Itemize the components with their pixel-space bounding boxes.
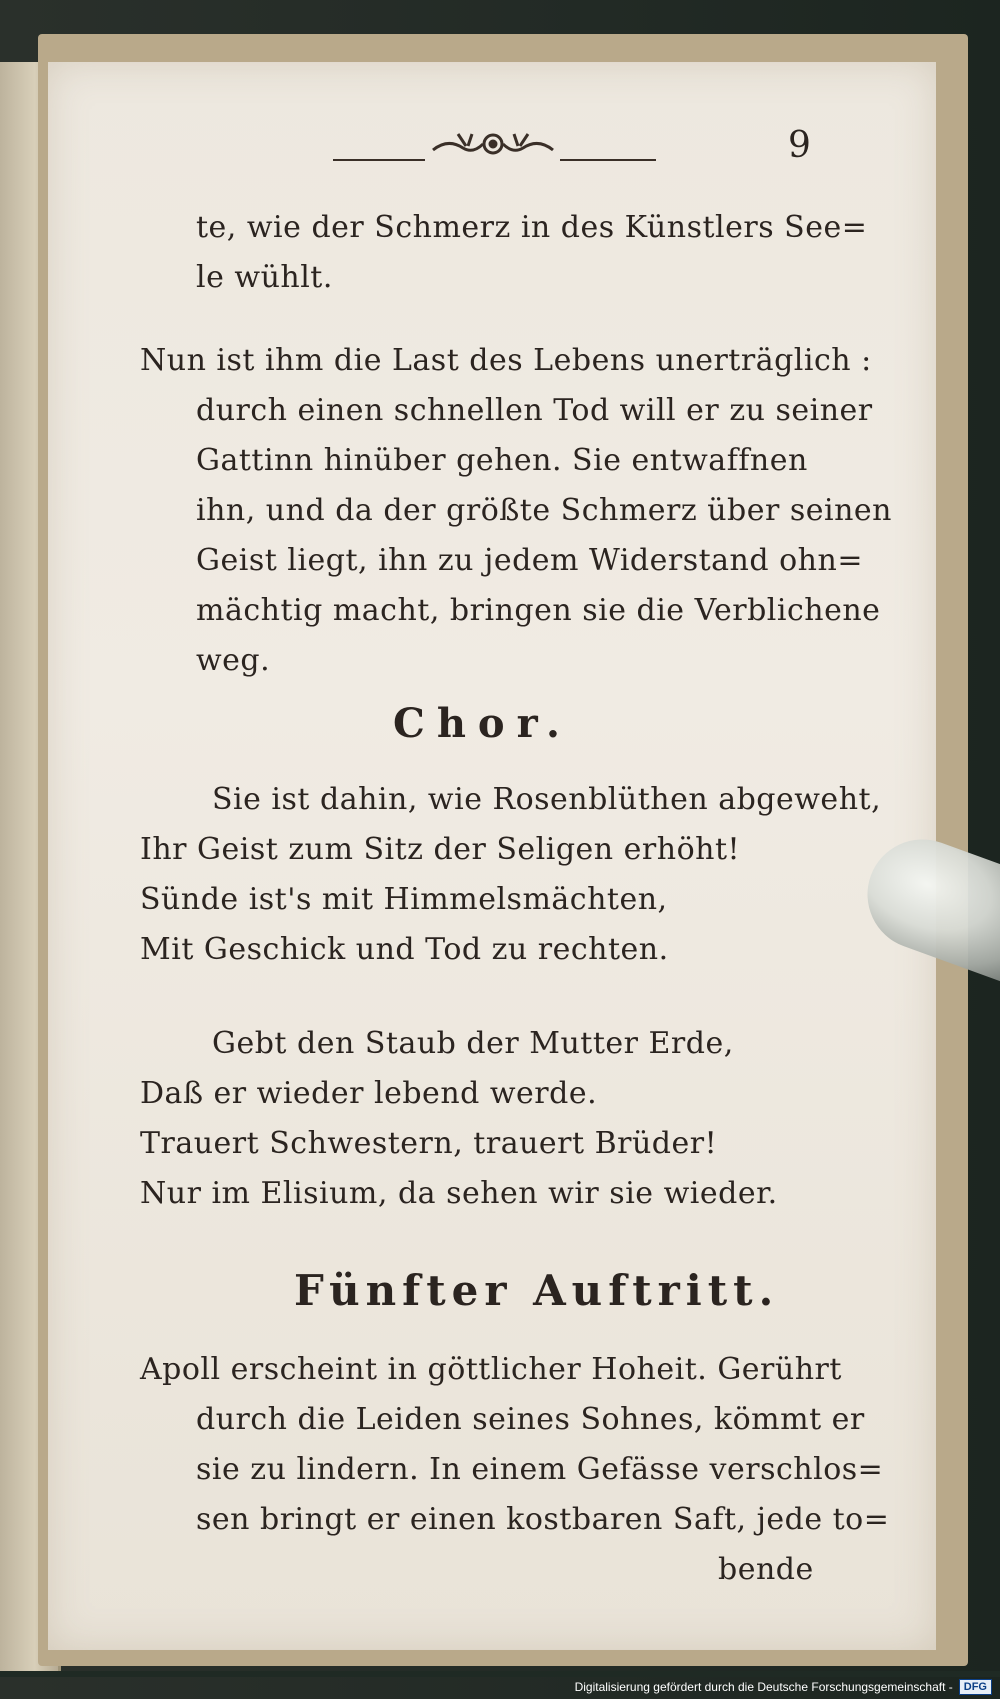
verse1-line-3: Sünde ist's mit Himmelsmächten, [140,882,668,917]
verse2-line-2: Daß er wieder lebend werde. [140,1076,598,1111]
text-line-9: weg. [196,643,271,678]
header-rule-right [560,159,656,161]
text-line-4: durch einen schnellen Tod will er zu seiner [196,393,873,428]
digitization-credit [575,1678,992,1696]
scene-line-2: durch die Leiden seines Sohnes, kömmt er [196,1402,865,1437]
text-line-6: ihn, und da der größte Schmerz über seinen [196,493,892,528]
verse2-line-1: Gebt den Staub der Mutter Erde, [212,1026,734,1061]
text-line-3: Nun ist ihm die Last des Lebens unerträglich : [140,343,872,378]
floral-ornament-icon [428,120,558,170]
header-rule-left [333,159,425,161]
text-line-2: le wühlt. [196,260,333,295]
text-line-1: te, wie der Schmerz in des Künstlers See= [196,210,868,245]
text-line-8: mächtig macht, bringen sie die Verblichene [196,593,881,628]
text-line-5: Gattinn hinüber gehen. Sie entwaffnen [196,443,808,478]
credit-text: Digitalisierung gefördert durch die Deutsche Forschungsgemeinschaft - [574,1680,953,1694]
verse2-line-3: Trauert Schwestern, trauert Brüder! [140,1126,718,1161]
verse1-line-1: Sie ist dahin, wie Rosenblüthen abgeweht, [212,782,882,817]
text-line-7: Geist liegt, ihn zu jedem Widerstand ohn= [196,543,863,578]
chor-heading: Chor. [393,700,572,747]
scene-line-4: sen bringt er einen kostbaren Saft, jede to= [196,1502,890,1537]
scene-line-1: Apoll erscheint in göttlicher Hoheit. Gerührt [140,1352,842,1387]
scene-line-5: bende [718,1552,814,1587]
verse2-line-4: Nur im Elisium, da sehen wir sie wieder. [140,1176,778,1211]
scene-heading: Fünfter Auftritt. [294,1266,780,1315]
page-number: 9 [788,125,812,166]
scene-line-3: sie zu lindern. In einem Gefässe verschlos= [196,1452,884,1487]
footer-bar [0,1671,1000,1677]
verse1-line-4: Mit Geschick und Tod zu rechten. [140,932,669,967]
verse1-line-2: Ihr Geist zum Sitz der Seligen erhöht! [140,832,741,867]
dfg-logo-icon: DFG [959,1679,992,1695]
